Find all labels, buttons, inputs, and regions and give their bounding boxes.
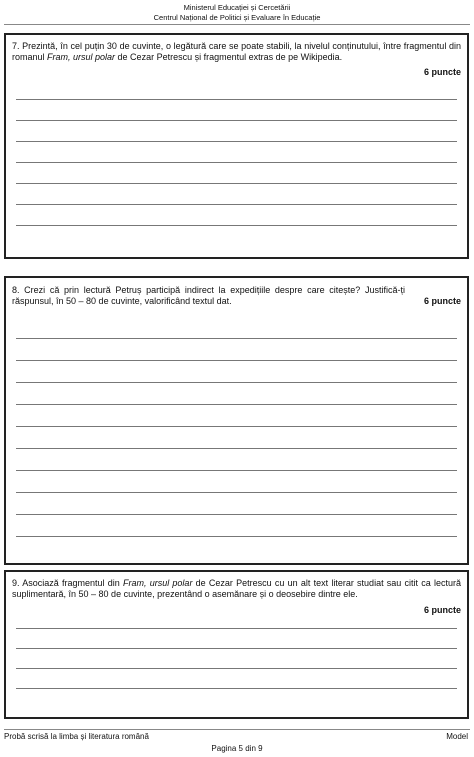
question-8-box: [4, 276, 469, 565]
answer-line[interactable]: [16, 162, 457, 163]
question-8-text: 8. Crezi că prin lectură Petruș participă indirect la expedițiile despre care citește? Justifică-ți răspunsul, în 50 – 80 de cuvinte, valorificând textul dat.: [12, 285, 405, 306]
question-9-text-part2: de Cezar Petrescu cu un alt text literar studiat sau citit ca lectură suplimentară, în 50 – 80 de cuvinte, prezentând o asemănare și o deosebire dintre ele.: [12, 578, 462, 599]
answer-line[interactable]: [16, 536, 457, 537]
question-7-points: 6 puncte: [423, 67, 461, 77]
answer-line[interactable]: [16, 470, 457, 471]
answer-line[interactable]: [16, 628, 457, 629]
center-name: Centrul Național de Politici și Evaluare în Educație: [153, 12, 321, 22]
answer-line[interactable]: [16, 204, 457, 205]
answer-line[interactable]: [16, 225, 457, 226]
question-7-text-part1: 7. Prezintă, în cel puțin 30 de cuvinte, o legătură care se poate stabili, la nivelul conținutului, între fragmentul din romanul: [12, 41, 461, 62]
exam-subject: Probă scrisă la limba și literatura română: [4, 732, 149, 741]
answer-line[interactable]: [16, 120, 457, 121]
footer-divider: [4, 729, 470, 730]
page-header: [0, 3, 474, 22]
question-9-points: 6 puncte: [423, 605, 461, 615]
question-9-text: [12, 578, 461, 600]
answer-line[interactable]: [16, 668, 457, 669]
question-8-points: 6 puncte: [423, 296, 461, 306]
answer-line[interactable]: [16, 141, 457, 142]
page-number: Pagina 5 din 9: [211, 744, 263, 753]
question-9-title: Fram, ursul polar: [122, 578, 193, 588]
question-7-box: [4, 33, 469, 259]
answer-line[interactable]: [16, 426, 457, 427]
answer-line[interactable]: [16, 338, 457, 339]
answer-line[interactable]: [16, 99, 457, 100]
answer-line[interactable]: [16, 514, 457, 515]
question-9-box: [4, 570, 469, 719]
ministry-name: Ministerul Educației și Cercetării: [183, 3, 291, 12]
answer-line[interactable]: [16, 183, 457, 184]
question-7-title: Fram, ursul polar: [47, 52, 116, 62]
answer-line[interactable]: [16, 492, 457, 493]
question-7-text: [12, 41, 461, 63]
header-divider: [4, 24, 470, 25]
model-label: Model: [446, 732, 468, 741]
answer-line[interactable]: [16, 448, 457, 449]
answer-line[interactable]: [16, 382, 457, 383]
answer-line[interactable]: [16, 360, 457, 361]
question-9-text-part1: 9. Asociază fragmentul din: [12, 578, 123, 588]
question-7-text-part2: de Cezar Petrescu și fragmentul extras de pe Wikipedia.: [115, 52, 343, 62]
answer-line[interactable]: [16, 404, 457, 405]
answer-line[interactable]: [16, 688, 457, 689]
answer-line[interactable]: [16, 648, 457, 649]
